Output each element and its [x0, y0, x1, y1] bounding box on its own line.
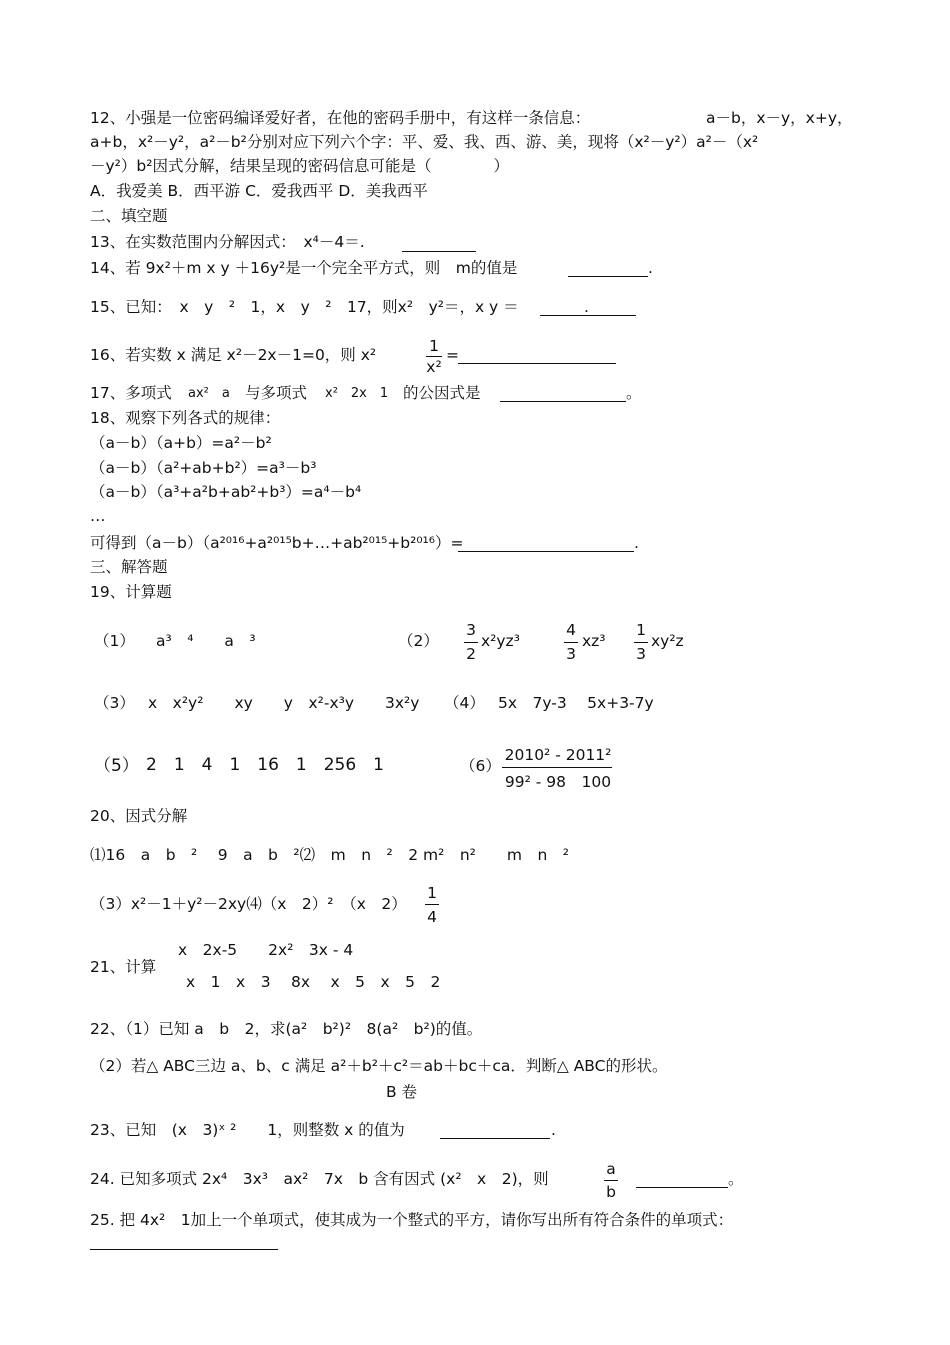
q19-p6-denominator: 99² - 98 100	[504, 773, 612, 791]
q20-parts-3-4: （3）x²－1＋y²－2xy⑷（x 2）² （x 2）	[90, 895, 407, 913]
q24-end: 。	[728, 1170, 744, 1188]
q19-p2-term3: xy²z	[651, 632, 684, 650]
q19-p5-expr: 2 1 4 1 16 1 256 1	[146, 755, 384, 775]
q24-frac-num: a	[606, 1160, 616, 1178]
q18-ellipsis: …	[90, 507, 106, 525]
q17-expr2: x² 2x 1	[325, 386, 389, 401]
q19-p2-frac1-den: 2	[466, 645, 476, 663]
q25: 25. 把 4x² 1加上一个单项式，使其成为一个整式的平方，请你写出所有符合条件的单项式：	[90, 1211, 734, 1229]
q17-expr1: ax² a	[188, 386, 230, 401]
q19-p1-label: （1）	[94, 632, 135, 650]
q18-row1: （a－b）（a+b）=a²－b²	[90, 434, 272, 452]
q12-line1-right: a－b，x－y，x+y，	[706, 109, 853, 127]
q17-end: 。	[626, 384, 642, 402]
q16-equals: =	[446, 346, 459, 364]
q20-p4-num: 1	[427, 884, 437, 902]
q22-part1: 22、（1）已知 a b 2，求(a² b²)² 8(a² b²)的值。	[90, 1020, 483, 1038]
q21-bottom-expr: x 1 x 3 8x x 5 x 5 2	[186, 973, 441, 991]
q18-answer-blank	[458, 551, 634, 552]
q17-mid: 与多项式	[245, 384, 308, 402]
q19-p2-frac1-num: 3	[466, 621, 476, 639]
q16: 16、若实数 x 满足 x²－2x－1=0，则 x²	[90, 346, 377, 364]
q19-p2-term1: x²yz³	[481, 632, 520, 650]
q24-frac-bar	[604, 1180, 618, 1181]
q20-p4-bar	[425, 904, 439, 905]
q19-p2-frac2-num: 4	[566, 621, 576, 639]
q18-result: 可得到（a－b）（a²⁰¹⁶+a²⁰¹⁵b+…+ab²⁰¹⁵+b²⁰¹⁶）=	[90, 534, 464, 552]
q12-options: A．我爱美 B．西平游 C．爱我西平 D．美我西平	[90, 182, 428, 200]
q16-fraction-denominator: x²	[426, 358, 442, 376]
q22-part2: （2）若△ ABC三边 a、b、c 满足 a²＋b²＋c²＝ab＋bc＋ca．判断△ ABC的形状。	[90, 1057, 668, 1075]
q18-row2: （a－b）（a²+ab+b²）=a³－b³	[90, 459, 317, 477]
q18-row3: （a－b）（a³+a²b+ab²+b³）=a⁴－b⁴	[90, 483, 362, 501]
q19-p2-frac2-den: 3	[566, 645, 576, 663]
q19-p2-frac2-bar	[564, 642, 578, 643]
q23: 23、已知 (x 3)ˣ ² 1，则整数 x 的值为	[90, 1121, 405, 1139]
q24-answer-blank	[636, 1187, 728, 1188]
q23-end: .	[551, 1121, 556, 1139]
q21-label: 21、计算	[90, 958, 157, 976]
q19-p4-label: （4）	[444, 694, 485, 712]
q17-post: 的公因式是	[403, 384, 481, 402]
q13-answer-blank	[402, 251, 476, 252]
q12-line2: a+b，x²－y²，a²－b²分别对应下列六个字：平、爱、我、西、游、美，现将（x²－y²）a²－（x²	[90, 133, 759, 151]
q19-p6-fraction-bar	[502, 767, 612, 768]
b-volume-heading: B 卷	[386, 1083, 418, 1101]
q24-frac-den: b	[606, 1183, 616, 1201]
q20-title: 20、因式分解	[90, 807, 188, 825]
q15-dot: .	[584, 298, 589, 316]
q19-p2-label: （2）	[398, 632, 439, 650]
q19-p6-label: （6）	[460, 757, 501, 775]
q18-end: .	[634, 534, 639, 552]
q14-answer-blank	[568, 276, 648, 277]
q19-p2-frac3-den: 3	[636, 645, 646, 663]
q19-p2-frac1-bar	[464, 642, 478, 643]
q19-title: 19、计算题	[90, 583, 172, 601]
q19-p6-numerator: 2010² - 2011²	[504, 746, 612, 764]
q19-p4-expr: 5x 7y-3 5x+3-7y	[498, 694, 654, 712]
q12-line3: －y²）b²因式分解，结果呈现的密码信息可能是（ ）	[90, 157, 509, 175]
q17-answer-blank	[500, 401, 626, 402]
q24: 24. 已知多项式 2x⁴ 3x³ ax² 7x b 含有因式 (x² x 2)，则	[90, 1170, 549, 1188]
q19-p5-label: （5）	[94, 756, 139, 776]
section-solve: 三、解答题	[90, 558, 168, 576]
q18-title: 18、观察下列各式的规律：	[90, 409, 281, 427]
q15: 15、已知： x y ² 1，x y ² 17，则x² y²＝，x y ＝	[90, 298, 519, 316]
q12-line1: 12、小强是一位密码编译爱好者，在他的密码手册中，有这样一条信息：	[90, 109, 591, 127]
q19-p1-expr: a³ ⁴ a ³	[156, 632, 256, 650]
q19-p3-label: （3）	[94, 694, 135, 712]
q17-pre: 17、多项式	[90, 384, 172, 402]
q13: 13、在实数范围内分解因式： x⁴－4＝.	[90, 233, 365, 251]
q19-p2-frac3-num: 1	[636, 621, 646, 639]
q16-fraction-numerator: 1	[429, 337, 439, 355]
q19-p2-frac3-bar	[634, 642, 648, 643]
q25-answer-blank	[90, 1249, 278, 1250]
q16-answer-blank	[458, 363, 616, 364]
q23-answer-blank	[440, 1138, 550, 1139]
q21-top-expr: x 2x-5 2x² 3x - 4	[178, 941, 354, 959]
q19-p2-term2: xz³	[582, 632, 606, 650]
q14: 14、若 9x²＋m x y ＋16y²是一个完全平方式，则 m的值是	[90, 259, 518, 277]
q19-p3-expr: x x²y² xy y x²-x³y 3x²y	[148, 694, 420, 712]
q20-p4-den: 4	[427, 908, 437, 926]
section-fill-blank: 二、填空题	[90, 207, 168, 225]
q20-parts-1-2: ⑴16 a b ² 9 a b ²⑵ m n ² 2 m² n² m n ²	[90, 846, 570, 864]
